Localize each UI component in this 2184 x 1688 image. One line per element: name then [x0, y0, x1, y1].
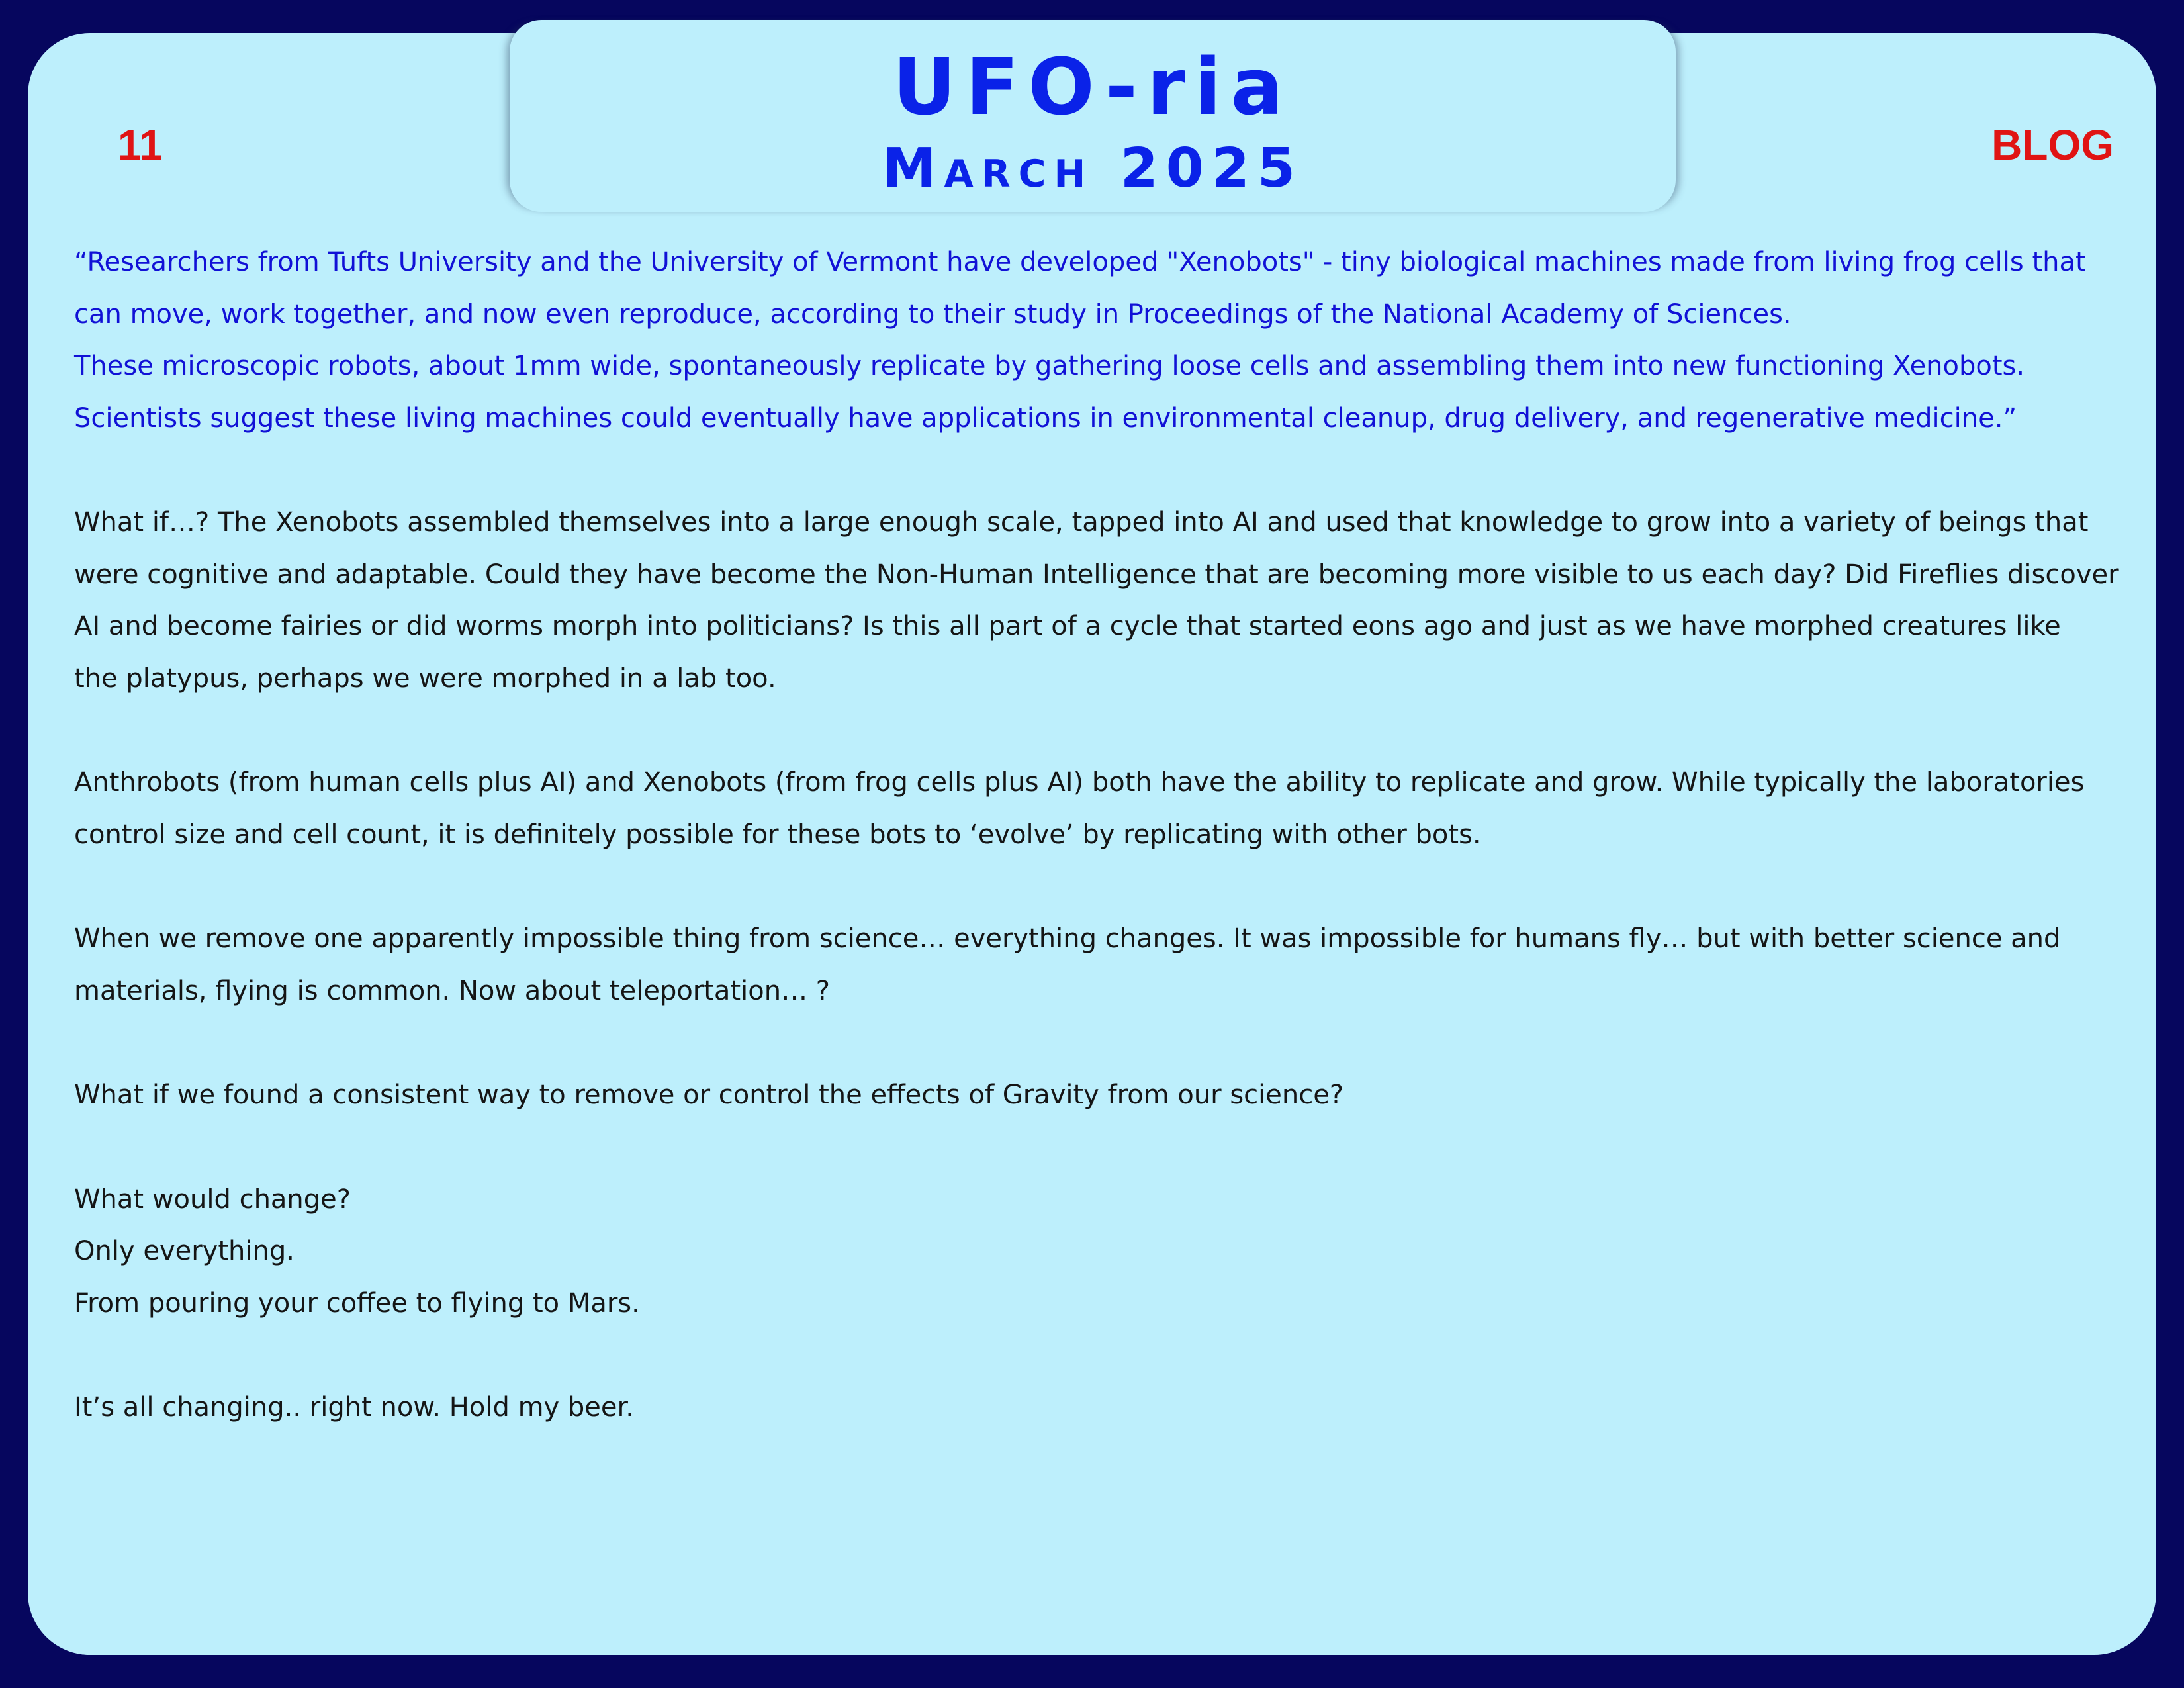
page-number: 11: [118, 121, 163, 169]
paragraph-line: What if…? The Xenobots assembled themselves into a large enough scale, tapped into AI and used that knowledge to grow into a variety of beings that: [74, 507, 2089, 538]
quote-line: Scientists suggest these living machines could eventually have applications in environmental cleanup, drug delivery, and regenerative medicine.”: [74, 402, 2017, 434]
paragraph-line: Only everything.: [74, 1236, 295, 1266]
quote-line: can move, work together, and now even reproduce, according to their study in Proceedings of the National Academy of Sciences.: [74, 299, 1792, 330]
paragraph-line: the platypus, perhaps we were morphed in a lab too.: [74, 663, 776, 694]
quoted-news-excerpt: [74, 236, 2139, 444]
paragraph: [74, 913, 2139, 1017]
paragraph: [74, 1069, 2139, 1121]
article-body: [74, 236, 2139, 1434]
quote-line: “Researchers from Tufts University and the University of Vermont have developed "Xenobots" - tiny biological machines made from living frog cells that: [74, 247, 2086, 277]
paragraph-line: When we remove one apparently impossible thing from science… everything changes. It was impossible for humans fly… but with better science and: [74, 923, 2061, 954]
paragraph: [74, 757, 2139, 861]
paragraph-line: Anthrobots (from human cells plus AI) and Xenobots (from frog cells plus AI) both have the ability to replicate and grow. While typically the laboratories: [74, 767, 2085, 798]
paragraph-line: From pouring your coffee to flying to Mars.: [74, 1288, 640, 1319]
quote-line: These microscopic robots, about 1mm wide, spontaneously replicate by gathering loose cells and assembling them into new functioning Xenobots.: [74, 351, 2025, 381]
paragraph: [74, 1174, 2139, 1330]
paragraph-line: AI and become fairies or did worms morph into politicians? Is this all part of a cycle that started eons ago and just as we have morphed creatures like: [74, 611, 2061, 641]
paragraph-line: materials, flying is common. Now about teleportation… ?: [74, 975, 831, 1006]
paragraph: [74, 1382, 2139, 1434]
section-label: BLOG: [1991, 121, 2114, 169]
paragraph: [74, 496, 2139, 704]
paragraph-line: What if we found a consistent way to remove or control the effects of Gravity from our science?: [74, 1080, 1344, 1110]
paragraph-line: control size and cell count, it is definitely possible for these bots to ‘evolve’ by replicating with other bots.: [74, 819, 1481, 850]
paragraph-line: It’s all changing.. right now. Hold my beer.: [74, 1392, 635, 1423]
issue-date: March 2025: [882, 137, 1303, 200]
page-title: UFO-ria: [892, 41, 1293, 132]
header-tab: [510, 20, 1676, 212]
paragraph-line: What would change?: [74, 1184, 351, 1215]
paragraph-line: were cognitive and adaptable. Could they have become the Non-Human Intelligence that are becoming more visible to us each day? Did Fireflies discover: [74, 559, 2119, 590]
